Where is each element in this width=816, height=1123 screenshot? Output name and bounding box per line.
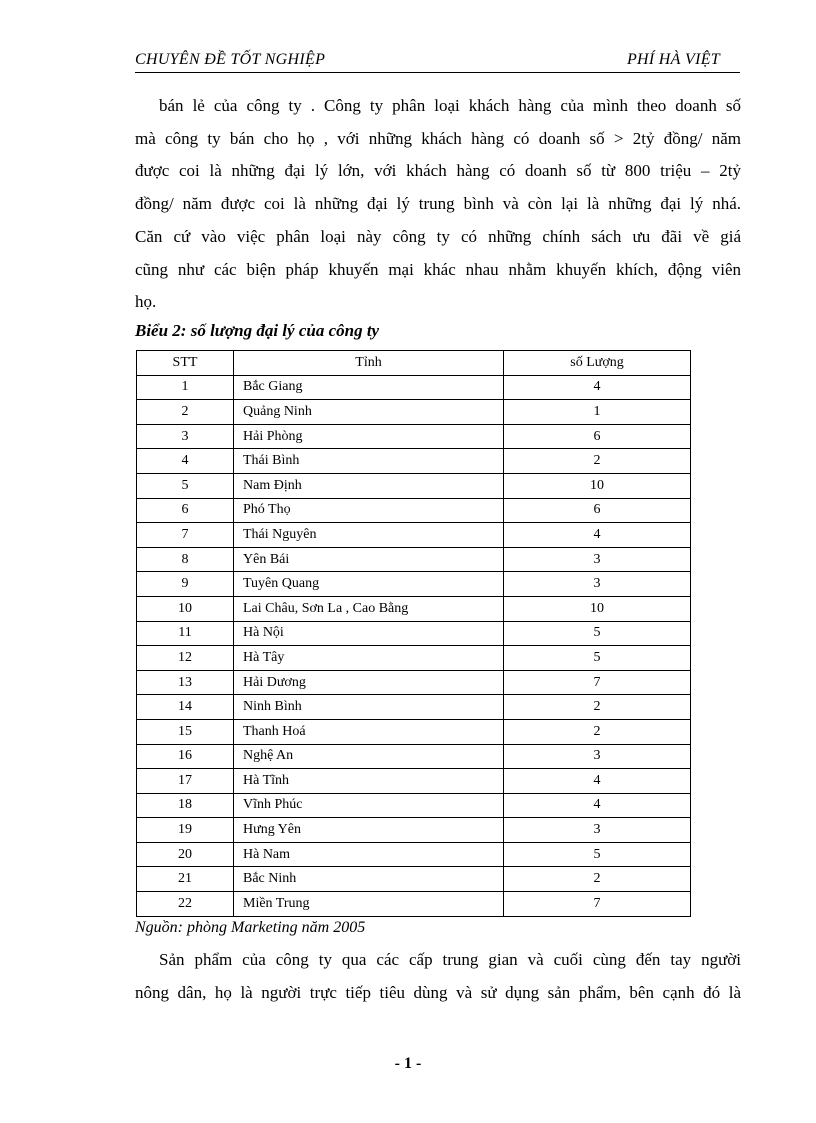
cell-quantity: 4 (504, 523, 691, 548)
cell-quantity: 6 (504, 424, 691, 449)
cell-stt: 14 (137, 695, 234, 720)
cell-quantity: 3 (504, 572, 691, 597)
cell-quantity: 7 (504, 892, 691, 917)
cell-stt: 18 (137, 793, 234, 818)
body-paragraph-1 (135, 90, 741, 319)
table-row (137, 498, 691, 523)
cell-stt: 16 (137, 744, 234, 769)
table-row (137, 695, 691, 720)
cell-stt: 22 (137, 892, 234, 917)
paragraph-line: đồng/ năm được coi là những đại lý trung bình và còn lại là những đại lý nhá. (135, 194, 741, 214)
cell-quantity: 2 (504, 719, 691, 744)
paragraph-line: được coi là những đại lý lớn, với khách hàng có doanh số từ 800 triệu – 2tỷ (135, 161, 741, 181)
table-row (137, 867, 691, 892)
cell-stt: 17 (137, 769, 234, 794)
table-row (137, 473, 691, 498)
cell-quantity: 4 (504, 375, 691, 400)
table-row (137, 793, 691, 818)
body-paragraph-2 (135, 944, 741, 1009)
cell-quantity: 4 (504, 769, 691, 794)
cell-quantity: 4 (504, 793, 691, 818)
paragraph-line: Căn cứ vào việc phân loại này công ty có những chính sách ưu đãi về giá (135, 226, 741, 246)
cell-quantity: 3 (504, 818, 691, 843)
cell-quantity: 5 (504, 646, 691, 671)
cell-province: Phó Thọ (234, 498, 504, 523)
table-source-note: Nguồn: phòng Marketing năm 2005 (135, 919, 366, 936)
cell-stt: 2 (137, 400, 234, 425)
cell-stt: 11 (137, 621, 234, 646)
cell-quantity: 5 (504, 842, 691, 867)
cell-province: Tuyên Quang (234, 572, 504, 597)
cell-province: Bắc Ninh (234, 867, 504, 892)
table-row (137, 744, 691, 769)
table-row (137, 818, 691, 843)
cell-quantity: 10 (504, 473, 691, 498)
table-row (137, 547, 691, 572)
cell-province: Thái Bình (234, 449, 504, 474)
cell-province: Hà Tĩnh (234, 769, 504, 794)
cell-quantity: 3 (504, 547, 691, 572)
cell-stt: 3 (137, 424, 234, 449)
cell-province: Nghệ An (234, 744, 504, 769)
cell-province: Hải Phòng (234, 424, 504, 449)
cell-quantity: 5 (504, 621, 691, 646)
cell-province: Hải Dương (234, 670, 504, 695)
table-header-row (137, 351, 691, 376)
table-row (137, 424, 691, 449)
paragraph-line: mà công ty bán cho họ , với những khách hàng có doanh số > 2tỷ đồng/ năm (135, 128, 741, 148)
cell-quantity: 2 (504, 695, 691, 720)
table-caption: Biểu 2: số lượng đại lý của công ty (135, 321, 380, 340)
table-row (137, 842, 691, 867)
agent-count-table (136, 350, 691, 917)
cell-province: Hà Nội (234, 621, 504, 646)
cell-province: Hưng Yên (234, 818, 504, 843)
header-author: PHÍ HÀ VIỆT (626, 51, 720, 68)
paragraph-line: nông dân, họ là người trực tiếp tiêu dùng và sử dụng sản phẩm, bên cạnh đó là (135, 982, 741, 1002)
table-row (137, 719, 691, 744)
column-header-quantity: số Lượng (504, 351, 691, 376)
cell-stt: 5 (137, 473, 234, 498)
cell-province: Vĩnh Phúc (234, 793, 504, 818)
cell-quantity: 3 (504, 744, 691, 769)
header-title: CHUYÊN ĐỀ TỐT NGHIỆP (135, 51, 326, 68)
cell-quantity: 2 (504, 449, 691, 474)
paragraph-line: Sản phẩm của công ty qua các cấp trung gian và cuối cùng đến tay người (159, 950, 741, 969)
cell-quantity: 7 (504, 670, 691, 695)
cell-province: Miền Trung (234, 892, 504, 917)
cell-province: Nam Định (234, 473, 504, 498)
cell-province: Thanh Hoá (234, 719, 504, 744)
cell-stt: 6 (137, 498, 234, 523)
cell-stt: 15 (137, 719, 234, 744)
cell-stt: 19 (137, 818, 234, 843)
cell-stt: 1 (137, 375, 234, 400)
cell-stt: 9 (137, 572, 234, 597)
table-row (137, 769, 691, 794)
table-row (137, 670, 691, 695)
cell-stt: 4 (137, 449, 234, 474)
table-row (137, 375, 691, 400)
cell-quantity: 1 (504, 400, 691, 425)
page-header (135, 50, 740, 73)
cell-province: Ninh Bình (234, 695, 504, 720)
table-row (137, 621, 691, 646)
paragraph-line: cũng như các biện pháp khuyến mại khác nhau nhằm khuyến khích, động viên (135, 259, 741, 279)
cell-stt: 8 (137, 547, 234, 572)
cell-province: Thái Nguyên (234, 523, 504, 548)
paragraph-line: bán lẻ của công ty . Công ty phân loại khách hàng của mình theo doanh số (159, 96, 741, 115)
cell-stt: 7 (137, 523, 234, 548)
table-row (137, 892, 691, 917)
table-row (137, 523, 691, 548)
cell-quantity: 2 (504, 867, 691, 892)
cell-quantity: 6 (504, 498, 691, 523)
table-row (137, 449, 691, 474)
cell-province: Bắc Giang (234, 375, 504, 400)
column-header-province: Tỉnh (234, 351, 504, 376)
paragraph-line: họ. (135, 292, 157, 312)
column-header-stt: STT (137, 351, 234, 376)
cell-province: Yên Bái (234, 547, 504, 572)
cell-stt: 20 (137, 842, 234, 867)
cell-stt: 21 (137, 867, 234, 892)
cell-stt: 10 (137, 596, 234, 621)
table-row (137, 400, 691, 425)
table-row (137, 646, 691, 671)
cell-quantity: 10 (504, 596, 691, 621)
cell-province: Hà Tây (234, 646, 504, 671)
cell-province: Hà Nam (234, 842, 504, 867)
table-row (137, 572, 691, 597)
cell-stt: 13 (137, 670, 234, 695)
cell-province: Lai Châu, Sơn La , Cao Bằng (234, 596, 504, 621)
cell-stt: 12 (137, 646, 234, 671)
page-number: - 1 - (394, 1055, 422, 1072)
cell-province: Quảng Ninh (234, 400, 504, 425)
table-row (137, 596, 691, 621)
